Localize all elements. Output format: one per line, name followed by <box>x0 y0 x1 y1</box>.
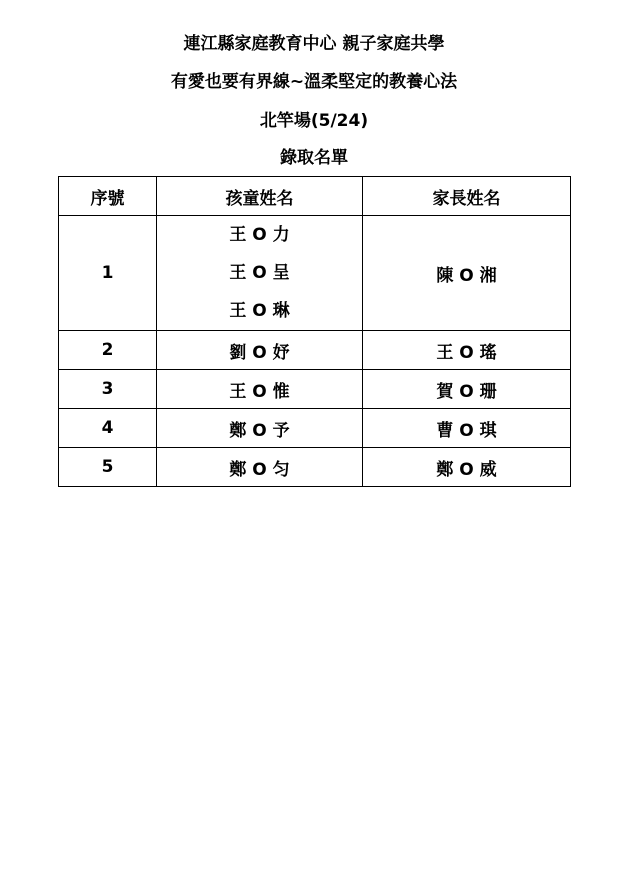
admission-table <box>58 176 571 487</box>
table-row <box>59 448 571 487</box>
header-child-name: 孩童姓名 <box>157 177 363 216</box>
row-number: 1 <box>59 216 157 331</box>
table-row <box>59 216 571 331</box>
child-name: 王 O 力 <box>229 225 290 245</box>
parent-name: 王 O 瑤 <box>363 331 571 370</box>
child-name: 劉 O 妤 <box>157 331 363 370</box>
course-title: 有愛也要有界線~溫柔堅定的教養心法 <box>170 72 458 92</box>
organizer-title: 連江縣家庭教育中心 親子家庭共學 <box>183 34 445 54</box>
list-title: 錄取名單 <box>280 148 348 168</box>
table-header-row <box>59 177 571 216</box>
row-number: 4 <box>59 409 157 448</box>
child-name: 王 O 呈 <box>229 263 290 283</box>
parent-name: 賀 O 珊 <box>363 370 571 409</box>
table-row <box>59 409 571 448</box>
header-parent-name: 家長姓名 <box>363 177 571 216</box>
row-number: 3 <box>59 370 157 409</box>
child-names-cell <box>157 216 363 331</box>
header-number: 序號 <box>59 177 157 216</box>
session-title: 北竿場(5/24) <box>259 111 369 131</box>
child-name: 王 O 惟 <box>157 370 363 409</box>
parent-name: 曹 O 琪 <box>363 409 571 448</box>
table-row <box>59 331 571 370</box>
parent-name: 陳 O 湘 <box>363 216 571 331</box>
table-row <box>59 370 571 409</box>
row-number: 2 <box>59 331 157 370</box>
parent-name: 鄭 O 威 <box>363 448 571 487</box>
child-name: 鄭 O 予 <box>157 409 363 448</box>
child-name: 王 O 琳 <box>229 301 290 321</box>
child-name: 鄭 O 匀 <box>157 448 363 487</box>
row-number: 5 <box>59 448 157 487</box>
